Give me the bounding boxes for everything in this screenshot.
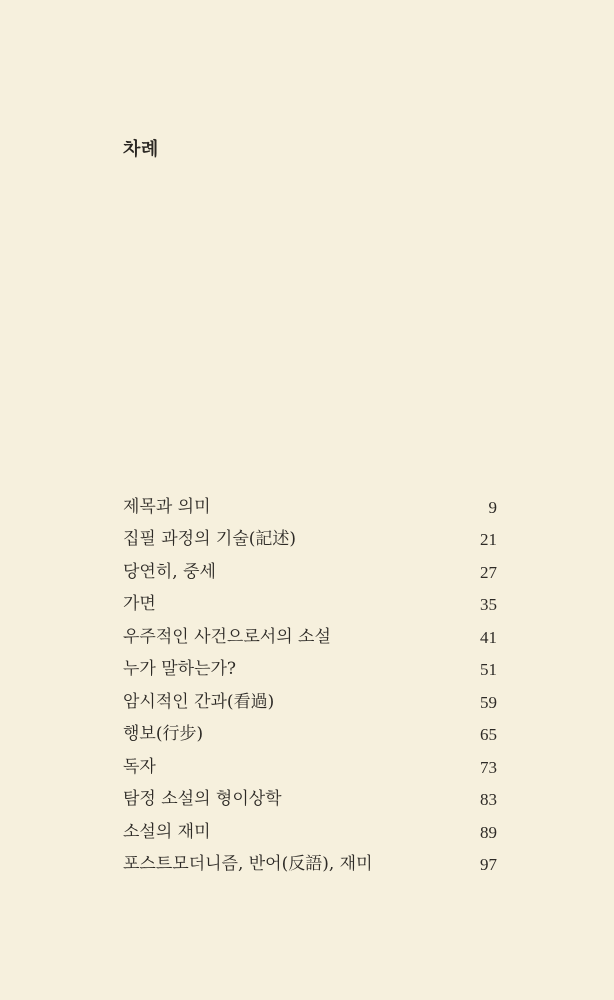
toc-entry — [123, 784, 497, 817]
toc-entry-page-number: 73 — [480, 757, 497, 777]
toc-entry-page-number: 9 — [488, 497, 497, 517]
toc-entry-title: 탐정 소설의 형이상학 — [123, 789, 282, 810]
toc-entry-title: 암시적인 간과(看過) — [123, 691, 275, 712]
toc-entry — [123, 751, 497, 784]
table-of-contents — [123, 491, 497, 881]
page-title: 차례 — [123, 139, 159, 160]
toc-entry — [123, 686, 497, 719]
toc-entry-page-number: 51 — [480, 660, 497, 680]
toc-entry-title: 행보(行步) — [123, 724, 204, 745]
toc-entry-title: 우주적인 사건으로서의 소설 — [123, 626, 331, 647]
toc-entry-title: 포스트모더니즘, 반어(反語), 재미 — [123, 854, 373, 875]
toc-entry — [123, 491, 497, 524]
toc-entry-page-number: 59 — [480, 692, 497, 712]
toc-entry — [123, 719, 497, 752]
toc-entry-title: 독자 — [123, 756, 156, 777]
toc-entry-page-number: 89 — [480, 822, 497, 842]
toc-entry-page-number: 65 — [480, 725, 497, 745]
toc-entry-page-number: 35 — [480, 595, 497, 615]
toc-entry-page-number: 97 — [480, 855, 497, 875]
toc-entry-page-number: 27 — [480, 562, 497, 582]
toc-entry-title: 제목과 의미 — [123, 496, 211, 517]
toc-entry — [123, 556, 497, 589]
toc-entry — [123, 524, 497, 557]
toc-entry — [123, 589, 497, 622]
toc-entry-title: 소설의 재미 — [123, 821, 211, 842]
toc-entry — [123, 816, 497, 849]
toc-entry-page-number: 21 — [480, 530, 497, 550]
toc-entry — [123, 849, 497, 882]
toc-entry-title: 당연히, 중세 — [123, 561, 216, 582]
toc-entry-title: 누가 말하는가? — [123, 659, 237, 680]
toc-entry-page-number: 83 — [480, 790, 497, 810]
toc-entry — [123, 621, 497, 654]
toc-entry-title: 가면 — [123, 594, 156, 615]
toc-entry-page-number: 41 — [480, 627, 497, 647]
toc-entry — [123, 654, 497, 687]
toc-entry-title: 집필 과정의 기술(記述) — [123, 529, 297, 550]
